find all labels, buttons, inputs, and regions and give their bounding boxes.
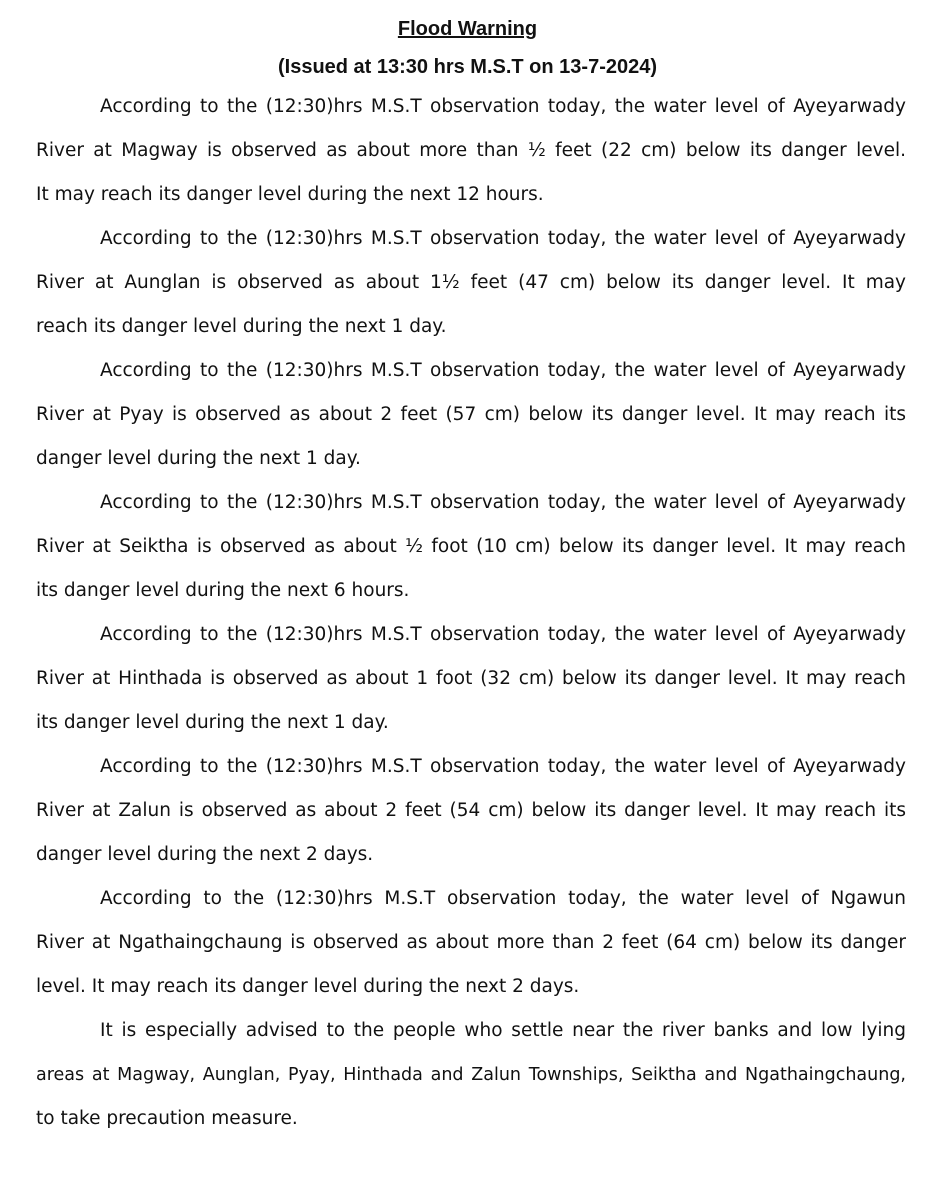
paragraph-line: River at Hinthada is observed as about 1 foot (32 cm) below its danger level. It may reach <box>36 668 906 689</box>
paragraph-aunglan <box>36 224 906 356</box>
paragraph-line: According to the (12:30)hrs M.S.T observation today, the water level of Ayeyarwady <box>100 492 906 513</box>
paragraph-line: its danger level during the next 1 day. <box>36 712 389 733</box>
paragraph-line: danger level during the next 2 days. <box>36 844 374 865</box>
paragraph-pyay <box>36 356 906 488</box>
paragraph-line: level. It may reach its danger level during the next 2 days. <box>36 976 580 997</box>
paragraph-line: According to the (12:30)hrs M.S.T observation today, the water level of Ayeyarwady <box>100 360 906 381</box>
paragraph-line: River at Aunglan is observed as about 1½ feet (47 cm) below its danger level. It may <box>36 272 906 293</box>
paragraph-line: River at Ngathaingchaung is observed as about more than 2 feet (64 cm) below its danger <box>36 932 906 953</box>
paragraph-line: It is especially advised to the people who settle near the river banks and low lying <box>100 1020 906 1041</box>
paragraph-line: It may reach its danger level during the next 12 hours. <box>36 184 544 205</box>
paragraph-line: River at Pyay is observed as about 2 feet (57 cm) below its danger level. It may reach its <box>36 404 906 425</box>
paragraph-line: areas at Magway, Aunglan, Pyay, Hinthada and Zalun Townships, Seiktha and Ngathaingchaung, <box>36 1065 906 1085</box>
paragraph-seiktha <box>36 488 906 620</box>
paragraph-hinthada <box>36 620 906 752</box>
paragraph-line: River at Magway is observed as about more than ½ feet (22 cm) below its danger level. <box>36 140 906 161</box>
paragraph-advisory <box>36 1016 906 1148</box>
paragraph-line: its danger level during the next 6 hours. <box>36 580 410 601</box>
paragraph-line: to take precaution measure. <box>36 1108 298 1129</box>
paragraph-line: According to the (12:30)hrs M.S.T observation today, the water level of Ayeyarwady <box>100 228 906 249</box>
document-body <box>36 92 906 1148</box>
paragraph-line: reach its danger level during the next 1 day. <box>36 316 447 337</box>
document-title: Flood Warning <box>397 18 538 40</box>
paragraph-line: danger level during the next 1 day. <box>36 448 361 469</box>
paragraph-line: River at Zalun is observed as about 2 feet (54 cm) below its danger level. It may reach its <box>36 800 906 821</box>
paragraph-ngathaingchaung <box>36 884 906 1016</box>
paragraph-line: River at Seiktha is observed as about ½ foot (10 cm) below its danger level. It may reach <box>36 536 906 557</box>
paragraph-line: According to the (12:30)hrs M.S.T observation today, the water level of Ngawun <box>100 888 906 909</box>
document-subtitle: (Issued at 13:30 hrs M.S.T on 13-7-2024) <box>277 56 658 78</box>
paragraph-magway <box>36 92 906 224</box>
paragraph-line: According to the (12:30)hrs M.S.T observation today, the water level of Ayeyarwady <box>100 756 906 777</box>
paragraph-line: According to the (12:30)hrs M.S.T observation today, the water level of Ayeyarwady <box>100 624 906 645</box>
paragraph-zalun <box>36 752 906 884</box>
paragraph-line: According to the (12:30)hrs M.S.T observation today, the water level of Ayeyarwady <box>100 96 906 117</box>
